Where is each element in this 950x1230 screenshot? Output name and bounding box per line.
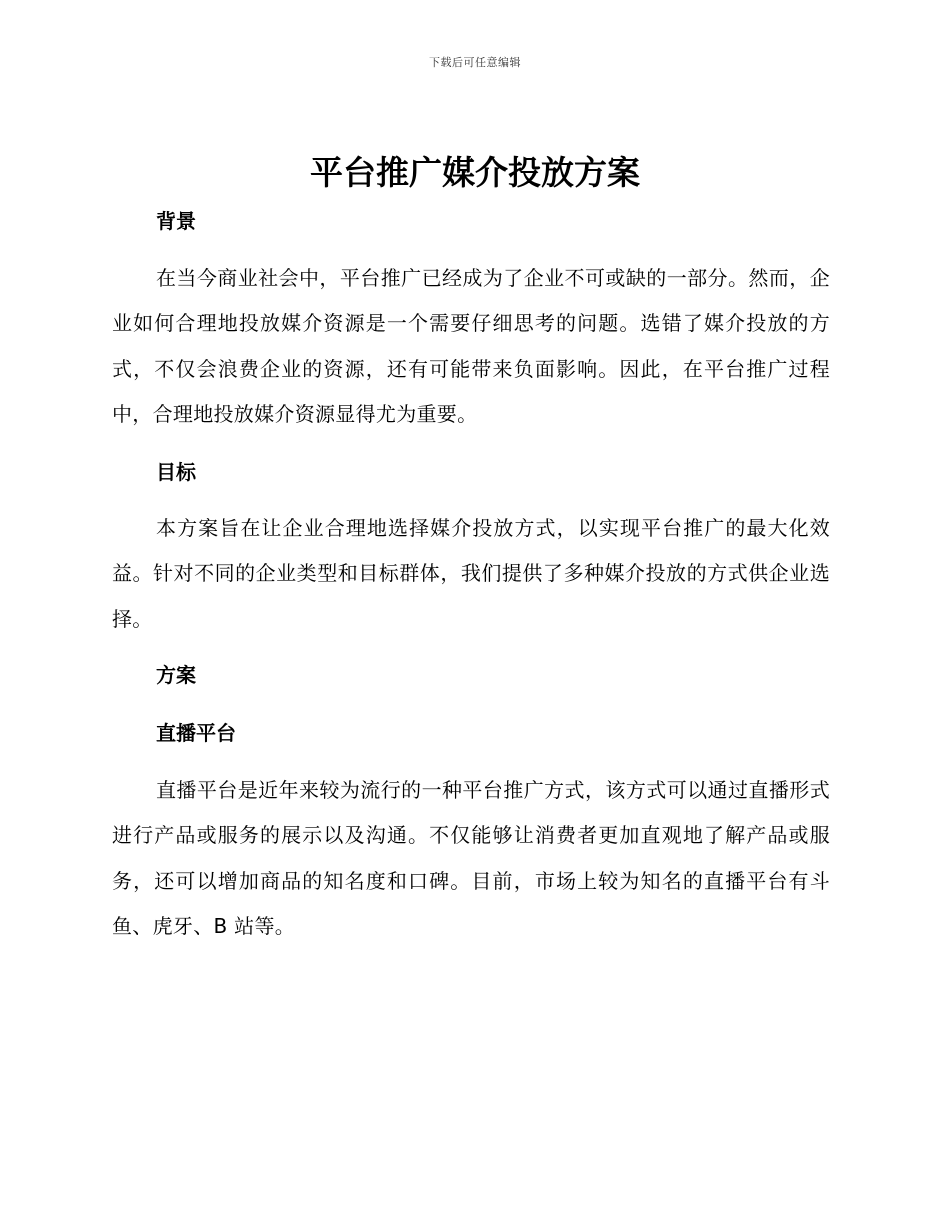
section-heading-plan: 方案 — [156, 663, 196, 687]
section-paragraph-goal: 本方案旨在让企业合理地选择媒介投放方式，以实现平台推广的最大化效益。针对不同的企业类型和目标群体，我们提供了多种媒介投放的方式供企业选择。 — [112, 516, 830, 631]
document-title: 平台推广媒介投放方案 — [310, 153, 640, 192]
section-paragraph-background: 在当今商业社会中，平台推广已经成为了企业不可或缺的一部分。然而，企业如何合理地投放媒介资源是一个需要仔细思考的问题。选错了媒介投放的方式，不仅会浪费企业的资源，还有可能带来负面影响。因此，在平台推广过程中，合理地投放媒介资源显得尤为重要。 — [112, 266, 830, 426]
section-heading-goal: 目标 — [156, 460, 196, 484]
section-paragraph-live-streaming: 直播平台是近年来较为流行的一种平台推广方式，该方式可以通过直播形式进行产品或服务的展示以及沟通。不仅能够让消费者更加直观地了解产品或服务，还可以增加商品的知名度和口碑。目前，市场上较为知名的直播平台有斗鱼、虎牙、B 站等。 — [112, 778, 830, 938]
section-heading-live-streaming: 直播平台 — [156, 721, 236, 745]
section-heading-background: 背景 — [156, 209, 196, 233]
page-header-note: 下载后可任意编辑 — [429, 56, 521, 69]
